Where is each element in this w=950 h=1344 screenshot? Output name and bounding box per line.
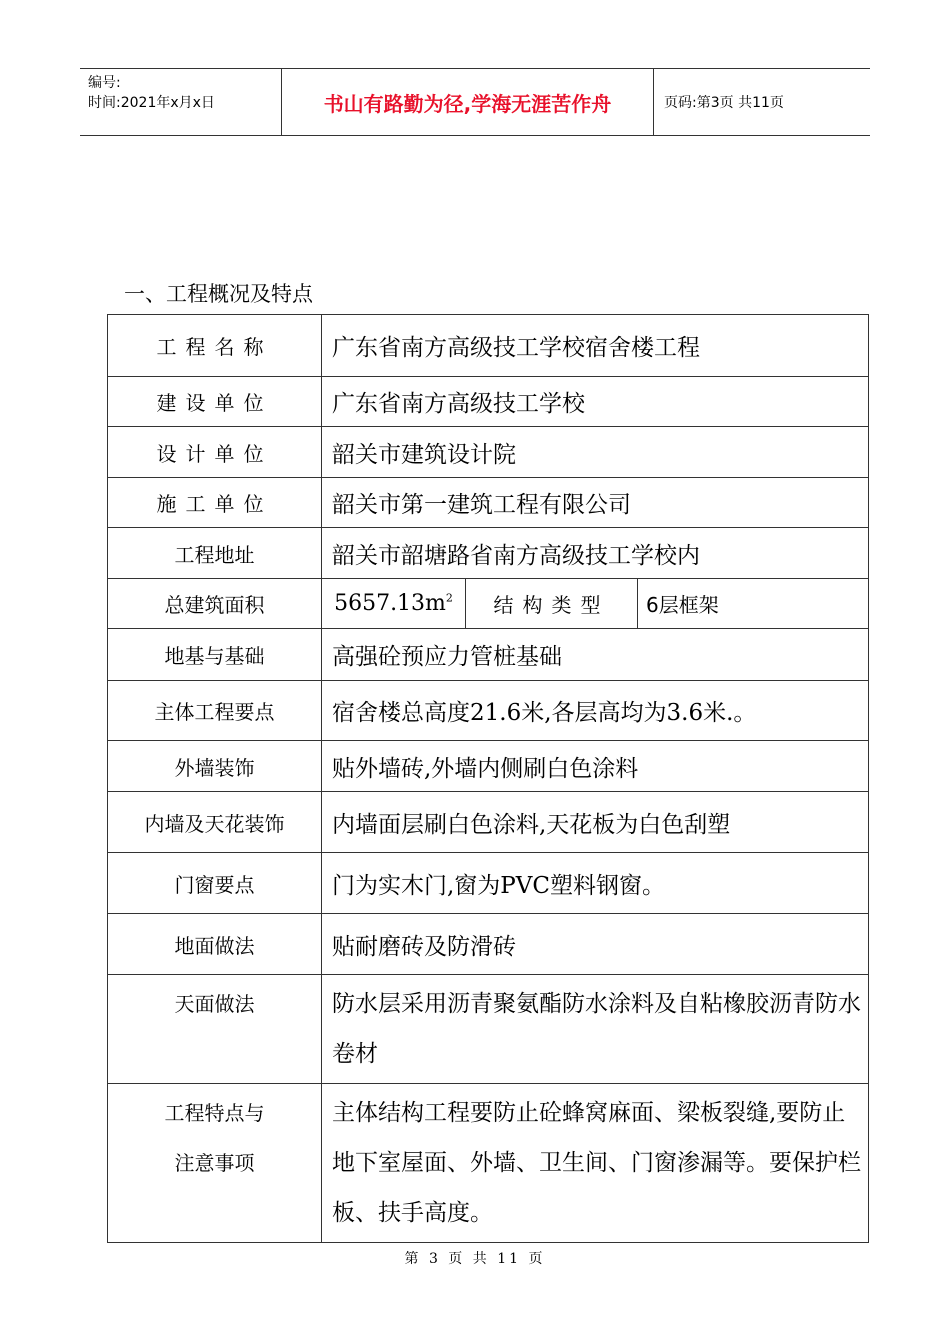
row-label: 地面做法	[108, 914, 322, 975]
table-row	[108, 427, 869, 478]
header-page-info: 页码:第3页 共11页	[664, 95, 784, 111]
structure-type-label: 结构类型	[466, 579, 638, 629]
row-label	[108, 1084, 322, 1243]
header-meta	[80, 69, 282, 135]
row-label: 天面做法	[108, 975, 322, 1084]
row-label: 施工单位	[108, 478, 322, 528]
row-value: 广东省南方高级技工学校宿舍楼工程	[322, 315, 869, 377]
page-header	[80, 68, 870, 136]
table-row	[108, 853, 869, 914]
table-row	[108, 914, 869, 975]
number-label: 编号:	[88, 75, 121, 91]
table-row	[108, 478, 869, 528]
area-number: 5657.13m	[334, 591, 446, 616]
area-unit-superscript: 2	[445, 591, 453, 605]
row-value: 韶关市第一建筑工程有限公司	[322, 478, 869, 528]
table-row	[108, 315, 869, 377]
row-label: 设计单位	[108, 427, 322, 478]
table-row	[108, 377, 869, 427]
table-row	[108, 629, 869, 681]
row-value: 门为实木门,窗为PVC塑料钢窗。	[322, 853, 869, 914]
row-value: 防水层采用沥青聚氨酯防水涂料及自粘橡胶沥青防水卷材	[322, 975, 869, 1084]
page-footer: 第 3 页 共 11 页	[404, 1251, 546, 1267]
table-row	[108, 681, 869, 741]
row-value: 高强砼预应力管桩基础	[322, 629, 869, 681]
row-label: 外墙装饰	[108, 741, 322, 792]
row-value: 主体结构工程要防止砼蜂窝麻面、梁板裂缝,要防止地下室屋面、外墙、卫生间、门窗渗漏等。要保护栏板、扶手高度。	[322, 1084, 869, 1243]
table-row	[108, 741, 869, 792]
row-label-line: 工程特点与	[164, 1101, 265, 1125]
header-motto: 书山有路勤为径,学海无涯苦作舟	[282, 69, 654, 135]
row-label: 地基与基础	[108, 629, 322, 681]
row-value: 韶关市建筑设计院	[322, 427, 869, 478]
row-value: 贴外墙砖,外墙内侧刷白色涂料	[322, 741, 869, 792]
project-info-table	[107, 314, 869, 1243]
table-row	[108, 975, 869, 1084]
table-row	[108, 792, 869, 853]
row-label: 总建筑面积	[108, 579, 322, 629]
row-value: 贴耐磨砖及防滑砖	[322, 914, 869, 975]
table-row	[108, 579, 869, 629]
row-label: 建设单位	[108, 377, 322, 427]
row-label: 主体工程要点	[108, 681, 322, 741]
row-label-line: 注意事项	[174, 1151, 255, 1175]
row-label: 内墙及天花装饰	[108, 792, 322, 853]
structure-type-value: 6层框架	[638, 579, 869, 629]
row-value: 韶关市韶塘路省南方高级技工学校内	[322, 528, 869, 579]
row-value: 广东省南方高级技工学校	[322, 377, 869, 427]
table-row	[108, 528, 869, 579]
row-label: 门窗要点	[108, 853, 322, 914]
section-title: 一、工程概况及特点	[124, 282, 313, 306]
row-label: 工程地址	[108, 528, 322, 579]
area-value	[322, 579, 466, 629]
table-row	[108, 1084, 869, 1243]
row-value: 宿舍楼总高度21.6米,各层高均为3.6米.。	[322, 681, 869, 741]
row-label: 工程名称	[108, 315, 322, 377]
row-value: 内墙面层刷白色涂料,天花板为白色刮塑	[322, 792, 869, 853]
time-label: 时间:2021年x月x日	[88, 95, 215, 111]
